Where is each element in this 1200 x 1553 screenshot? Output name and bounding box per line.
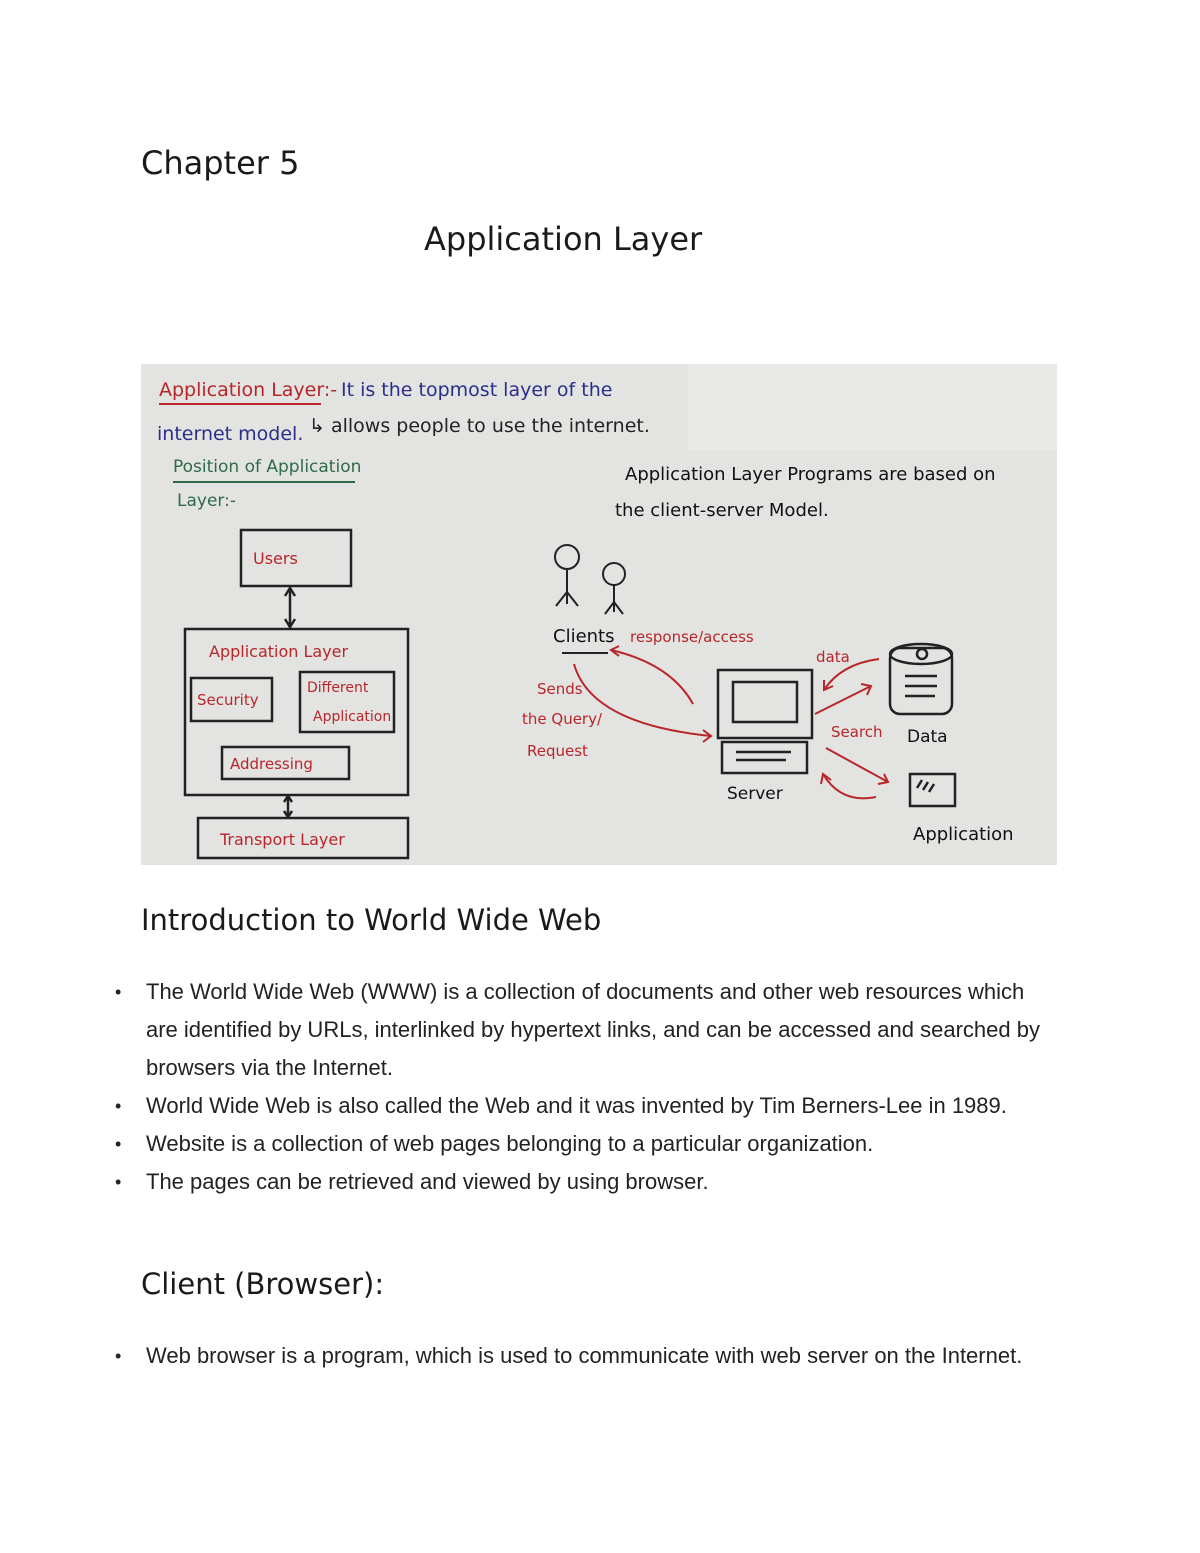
definition-text: It is the topmost layer of the xyxy=(341,379,613,401)
section-heading-www: Introduction to World Wide Web xyxy=(141,903,602,937)
transport-layer-label: Transport Layer xyxy=(220,830,345,849)
application-layer-whiteboard-figure xyxy=(141,364,1057,865)
application-layer-label: Application Layer xyxy=(209,642,349,661)
list-item xyxy=(115,1125,1055,1163)
client-bullet-list xyxy=(115,1337,1055,1375)
bullet-icon: • xyxy=(115,1134,122,1154)
position-heading-2: Layer:- xyxy=(177,491,236,511)
response-label: response/access xyxy=(630,628,754,646)
server-label: Server xyxy=(727,784,783,804)
data-label: Data xyxy=(907,727,948,747)
query-label: the Query/ xyxy=(522,710,603,728)
list-item xyxy=(115,1087,1055,1125)
section-heading-client: Client (Browser): xyxy=(141,1267,385,1301)
application-label: Application xyxy=(313,709,392,725)
bullet-text: The pages can be retrieved and viewed by using browser. xyxy=(146,1169,709,1194)
definition-note: ↳ allows people to use the internet. xyxy=(309,415,650,437)
security-label: Security xyxy=(197,691,259,709)
bullet-icon: • xyxy=(115,1096,122,1116)
page-title: Application Layer xyxy=(424,220,703,258)
data-arrow-label: data xyxy=(816,648,850,666)
position-heading: Position of Application xyxy=(173,457,362,477)
list-item xyxy=(115,1337,1055,1375)
sends-label: Sends xyxy=(537,680,583,698)
definition-text-2: internet model. xyxy=(157,423,304,445)
application-label-right: Application xyxy=(913,824,1014,845)
request-label: Request xyxy=(527,742,588,760)
bullet-icon: • xyxy=(115,1346,122,1366)
bullet-text: Website is a collection of web pages belonging to a particular organization. xyxy=(146,1131,874,1156)
chapter-label: Chapter 5 xyxy=(141,144,300,182)
bullet-icon: • xyxy=(115,1172,122,1192)
www-bullet-list xyxy=(115,973,1055,1201)
bullet-text: The World Wide Web (WWW) is a collection of documents and other web resources which are identified by URLs, interlinked by hypertext links, and can be accessed and searched by browsers via the Internet. xyxy=(146,979,1040,1080)
list-item xyxy=(115,1163,1055,1201)
list-item xyxy=(115,973,1055,1087)
definition-label: Application Layer:- xyxy=(159,379,338,401)
users-label: Users xyxy=(253,549,298,568)
whiteboard-diagram xyxy=(141,364,1057,865)
search-label: Search xyxy=(831,723,883,741)
bullet-text: World Wide Web is also called the Web and it was invented by Tim Berners-Lee in 1989. xyxy=(146,1093,1007,1118)
client-server-line-2: the client-server Model. xyxy=(615,500,829,521)
bullet-text: Web browser is a program, which is used to communicate with web server on the Internet. xyxy=(146,1343,1023,1368)
clients-label: Clients xyxy=(553,626,615,647)
bullet-icon: • xyxy=(115,982,122,1002)
different-label: Different xyxy=(307,680,369,696)
client-server-line-1: Application Layer Programs are based on xyxy=(625,464,996,485)
addressing-label: Addressing xyxy=(230,755,313,773)
